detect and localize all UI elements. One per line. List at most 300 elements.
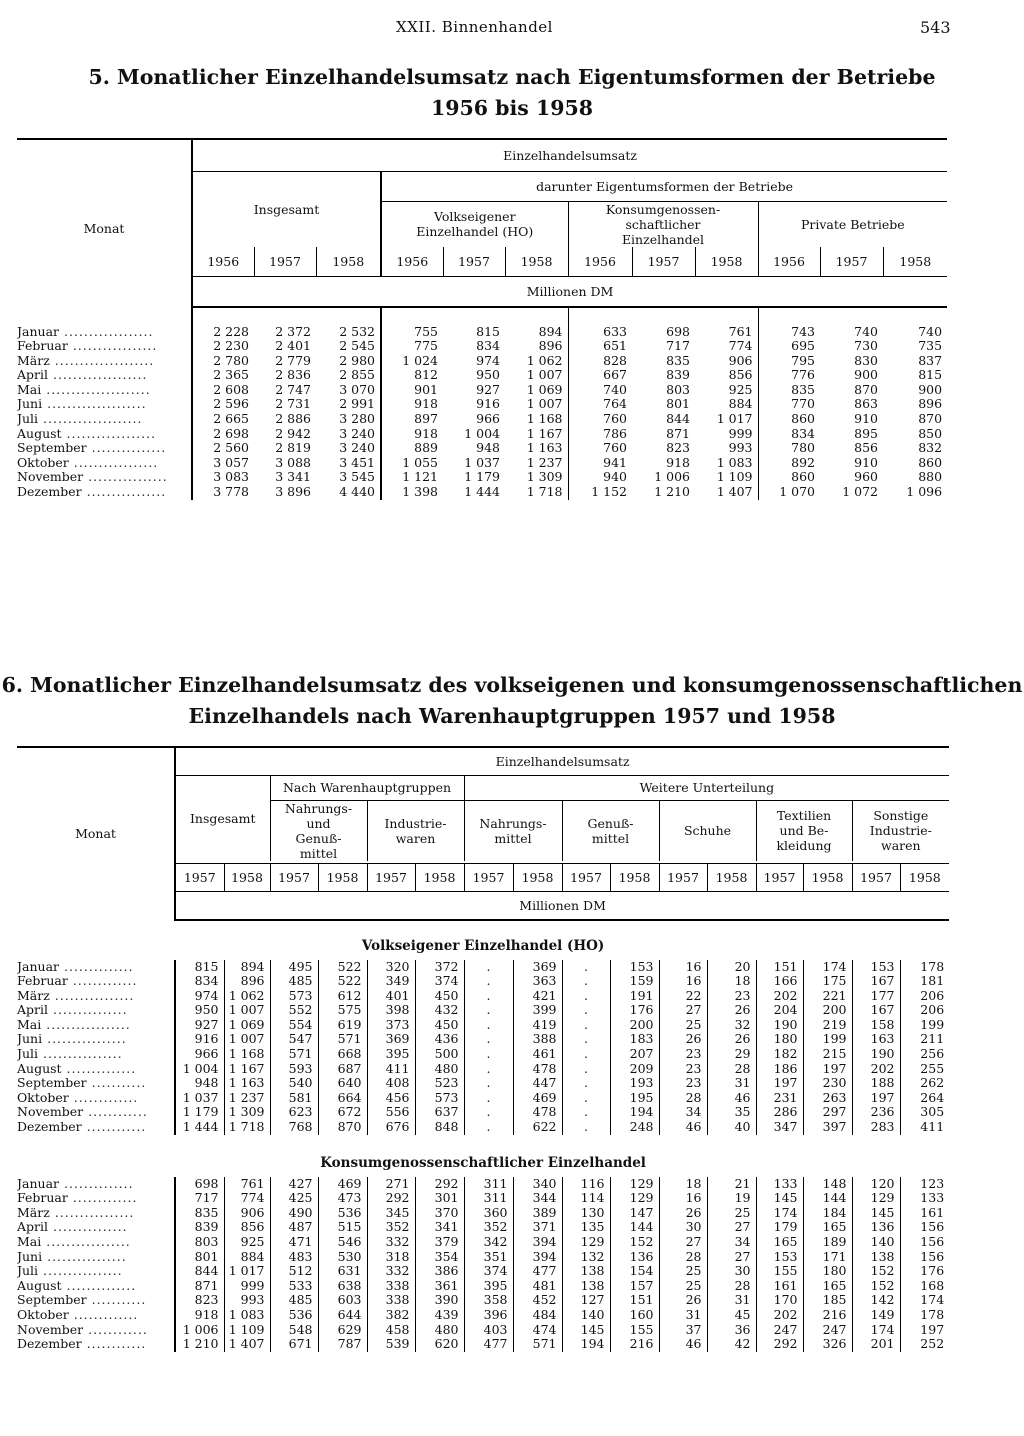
value-cell: 906 [224, 1206, 270, 1221]
value-cell: . [562, 1091, 610, 1106]
value-cell: 1 309 [526, 470, 563, 485]
value-cell: 144 [803, 1191, 852, 1206]
leader-dots: ............. [67, 1191, 138, 1206]
value-cell: 481 [513, 1279, 562, 1294]
value-cell: 735 [918, 339, 943, 354]
value-cell: 918 [666, 455, 690, 470]
value-cell: 2 980 [339, 353, 375, 368]
month-cell [17, 368, 192, 383]
value-cell: 1 007 [224, 1003, 270, 1018]
value-cell: 177 [852, 989, 900, 1004]
value-cell: 34 [707, 1235, 756, 1250]
value-cell: 1 083 [716, 455, 753, 470]
table-row [17, 1032, 949, 1047]
value-cell: 26 [659, 1293, 707, 1308]
value-cell: 948 [175, 1076, 224, 1091]
value-cell: 918 [381, 427, 443, 442]
table6-year-header: 1957 [659, 864, 707, 892]
value-cell: 200 [803, 1003, 852, 1018]
value-cell: 197 [900, 1323, 949, 1338]
value-cell: 1 069 [526, 382, 563, 397]
value-cell: . [464, 1018, 513, 1033]
value-cell: 42 [707, 1337, 756, 1352]
value-cell: 803 [666, 382, 690, 397]
value-cell: 183 [610, 1032, 659, 1047]
leader-dots: ............ [83, 1105, 148, 1120]
value-cell: 2 532 [339, 324, 375, 339]
value-cell: 26 [659, 1032, 707, 1047]
month-cell [17, 1047, 175, 1062]
running-header: XXII. Binnenhandel [396, 18, 553, 36]
value-cell: 456 [367, 1091, 415, 1106]
leader-dots: ............. [68, 1307, 139, 1322]
value-cell: 966 [476, 412, 500, 427]
value-cell: 133 [900, 1191, 949, 1206]
table-row [17, 1047, 949, 1062]
value-cell: 856 [728, 368, 753, 383]
month-cell [17, 485, 192, 500]
value-cell: . [464, 1062, 513, 1077]
value-cell: 830 [854, 353, 878, 368]
table5-darunter-header: darunter Eigentumsformen der Betriebe [381, 171, 947, 201]
value-cell: 31 [707, 1293, 756, 1308]
value-cell: 512 [270, 1264, 318, 1279]
value-cell: 138 [852, 1250, 900, 1265]
value-cell: 536 [318, 1206, 367, 1221]
value-cell: 860 [758, 470, 820, 485]
value-cell: 870 [318, 1120, 367, 1135]
table6-top-header: Einzelhandelsumsatz [175, 747, 949, 775]
section-ho-heading-row [17, 920, 949, 960]
value-cell: 247 [756, 1323, 803, 1338]
month-cell [17, 397, 192, 412]
table6-year-header: 1958 [610, 864, 659, 892]
value-cell: 215 [803, 1047, 852, 1062]
table-row [17, 1264, 949, 1279]
value-cell: 16 [659, 960, 707, 975]
value-cell: 1 398 [381, 485, 443, 500]
table-row [17, 989, 949, 1004]
value-cell: 153 [852, 960, 900, 975]
value-cell: 547 [270, 1032, 318, 1047]
value-cell: 485 [270, 1293, 318, 1308]
month-name: Januar [17, 1176, 59, 1191]
value-cell: 3 280 [339, 412, 375, 427]
value-cell: 450 [415, 1018, 464, 1033]
value-cell: 171 [803, 1250, 852, 1265]
value-cell: 676 [367, 1120, 415, 1135]
value-cell: 2 779 [275, 353, 311, 368]
value-cell: 397 [803, 1120, 852, 1135]
value-cell: . [464, 1076, 513, 1091]
value-cell: 760 [568, 441, 632, 456]
value-cell: 114 [562, 1191, 610, 1206]
value-cell: 23 [659, 1062, 707, 1077]
table-row [17, 974, 949, 989]
value-cell: 546 [318, 1235, 367, 1250]
value-cell: 870 [918, 412, 943, 427]
table-row [17, 1177, 949, 1192]
table5-konsum-header: Konsumgenossen-schaftlicher Einzelhandel [568, 201, 758, 247]
value-cell: 2 836 [275, 368, 311, 383]
table5-private-header: Private Betriebe [758, 201, 947, 247]
table-row [17, 1091, 949, 1106]
month-cell [17, 1220, 175, 1235]
value-cell: 3 341 [275, 470, 311, 485]
value-cell: 698 [175, 1177, 224, 1192]
month-name: Oktober [17, 1090, 69, 1105]
value-cell: 371 [513, 1220, 562, 1235]
value-cell: 1 109 [224, 1323, 270, 1338]
month-cell [17, 383, 192, 398]
value-cell: 3 240 [339, 426, 375, 441]
value-cell: 155 [610, 1323, 659, 1338]
value-cell: 25 [659, 1279, 707, 1294]
value-cell: 311 [464, 1191, 513, 1206]
value-cell: 795 [758, 354, 820, 369]
value-cell: 401 [367, 989, 415, 1004]
leader-dots: .................... [49, 353, 155, 368]
value-cell: 132 [562, 1250, 610, 1265]
value-cell: 373 [367, 1018, 415, 1033]
table-row [17, 368, 947, 383]
value-cell: 548 [270, 1323, 318, 1338]
section-ho-heading: Volkseigener Einzelhandel (HO) [361, 937, 605, 954]
table6-unit: Millionen DM [175, 892, 949, 920]
value-cell: 1 062 [224, 989, 270, 1004]
value-cell: 19 [707, 1191, 756, 1206]
value-cell: 129 [610, 1191, 659, 1206]
month-cell [17, 339, 192, 354]
value-cell: 619 [318, 1018, 367, 1033]
leader-dots: ................... [48, 368, 148, 383]
value-cell: 2 855 [339, 368, 375, 383]
value-cell: 1 007 [526, 397, 563, 412]
month-name: Oktober [17, 1307, 69, 1322]
month-name: April [17, 368, 48, 383]
value-cell: 925 [728, 382, 753, 397]
value-cell: 318 [367, 1250, 415, 1265]
value-cell: 835 [666, 353, 690, 368]
value-cell: 695 [758, 339, 820, 354]
value-cell: 175 [803, 974, 852, 989]
value-cell: 740 [918, 324, 943, 339]
value-cell: 950 [476, 368, 500, 383]
value-cell: . [562, 960, 610, 975]
value-cell: 209 [610, 1062, 659, 1077]
value-cell: 161 [756, 1279, 803, 1294]
table-row [17, 1018, 949, 1033]
value-cell: . [464, 974, 513, 989]
value-cell: 395 [367, 1047, 415, 1062]
value-cell: 1 017 [716, 412, 753, 427]
value-cell: 880 [918, 470, 943, 485]
month-name: Juni [17, 1032, 43, 1047]
value-cell: 180 [803, 1264, 852, 1279]
value-cell: 421 [513, 989, 562, 1004]
month-cell [17, 412, 192, 427]
value-cell: 2 596 [192, 397, 254, 412]
month-name: September [17, 1293, 87, 1308]
leader-dots: .................... [42, 397, 147, 412]
value-cell: . [464, 1091, 513, 1106]
value-cell: 204 [756, 1003, 803, 1018]
month-name: Januar [17, 959, 59, 974]
value-cell: 1 037 [175, 1091, 224, 1106]
value-cell: 761 [224, 1177, 270, 1192]
value-cell: 573 [270, 989, 318, 1004]
table5-year-header: 1957 [632, 247, 695, 277]
value-cell: 167 [852, 974, 900, 989]
value-cell: 775 [381, 339, 443, 354]
value-cell: 129 [852, 1191, 900, 1206]
value-cell: 27 [659, 1003, 707, 1018]
value-cell: 363 [513, 974, 562, 989]
leader-dots: ..................... [41, 382, 151, 397]
value-cell: 382 [367, 1308, 415, 1323]
value-cell: 161 [900, 1206, 949, 1221]
value-cell: 637 [415, 1105, 464, 1120]
value-cell: 823 [666, 441, 690, 456]
month-cell [17, 1323, 175, 1338]
table-row [17, 397, 947, 412]
table-row [17, 1235, 949, 1250]
value-cell: 1 006 [654, 470, 690, 485]
value-cell: 167 [852, 1003, 900, 1018]
table6-year-header: 1957 [367, 864, 415, 892]
value-cell: 848 [415, 1120, 464, 1135]
value-cell: 870 [854, 382, 878, 397]
value-cell: . [562, 1120, 610, 1135]
value-cell: 571 [513, 1337, 562, 1352]
value-cell: 188 [852, 1076, 900, 1091]
table5-year-header: 1958 [883, 247, 947, 277]
table-row [17, 1191, 949, 1206]
value-cell: 436 [415, 1032, 464, 1047]
value-cell: 351 [464, 1250, 513, 1265]
table5-year-header: 1957 [254, 247, 316, 277]
value-cell: 603 [318, 1293, 367, 1308]
month-name: September [17, 1076, 87, 1091]
value-cell: 960 [854, 470, 878, 485]
month-name: Mai [17, 1017, 42, 1032]
value-cell: 156 [900, 1235, 949, 1250]
value-cell: 894 [224, 960, 270, 975]
value-cell: 165 [803, 1279, 852, 1294]
value-cell: 485 [270, 974, 318, 989]
value-cell: 186 [756, 1062, 803, 1077]
value-cell: 2 747 [275, 382, 311, 397]
value-cell: . [562, 989, 610, 1004]
value-cell: 1 004 [464, 426, 500, 441]
value-cell: 352 [367, 1220, 415, 1235]
value-cell: 1 152 [568, 485, 632, 500]
value-cell: 500 [415, 1047, 464, 1062]
table5-year-header: 1958 [505, 247, 568, 277]
value-cell: 176 [900, 1264, 949, 1279]
value-cell: 45 [707, 1308, 756, 1323]
table6-year-header: 1958 [803, 864, 852, 892]
value-cell: 993 [224, 1293, 270, 1308]
value-cell: 3 451 [339, 455, 375, 470]
value-cell: 23 [707, 989, 756, 1004]
table-row [17, 1293, 949, 1308]
value-cell: 3 057 [192, 456, 254, 471]
value-cell: 207 [610, 1047, 659, 1062]
value-cell: 1 072 [842, 485, 878, 500]
table-row [17, 383, 947, 398]
value-cell: 202 [756, 1308, 803, 1323]
value-cell: 153 [756, 1250, 803, 1265]
month-cell [17, 974, 175, 989]
table5-total-header: Insgesamt [192, 171, 381, 247]
value-cell: 292 [756, 1337, 803, 1352]
leader-dots: ............... [86, 441, 167, 456]
month-cell [17, 1105, 175, 1120]
value-cell: 612 [318, 989, 367, 1004]
value-cell: 974 [175, 989, 224, 1004]
value-cell: 1 179 [175, 1105, 224, 1120]
table6-industriewaren-header: Industrie- waren [367, 800, 464, 861]
table-row [17, 1308, 949, 1323]
table6-genussmittel-header: Genuß- mittel [562, 800, 659, 861]
value-cell: 194 [610, 1105, 659, 1120]
value-cell: 152 [610, 1235, 659, 1250]
value-cell: 271 [367, 1177, 415, 1192]
value-cell: 390 [415, 1293, 464, 1308]
value-cell: 4 440 [339, 485, 375, 500]
month-name: April [17, 1220, 48, 1235]
value-cell: 540 [270, 1076, 318, 1091]
value-cell: 850 [918, 426, 943, 441]
table-row [17, 427, 947, 442]
value-cell: 1 163 [526, 441, 563, 456]
table-row [17, 1105, 949, 1120]
value-cell: 165 [803, 1220, 852, 1235]
month-cell [17, 1062, 175, 1077]
month-name: Mai [17, 382, 42, 397]
value-cell: 480 [415, 1323, 464, 1338]
value-cell: 153 [610, 960, 659, 975]
value-cell: 142 [852, 1293, 900, 1308]
table6-year-header: 1957 [464, 864, 513, 892]
table-row [17, 1076, 949, 1091]
value-cell: . [562, 1105, 610, 1120]
value-cell: 844 [666, 412, 690, 427]
value-cell: 398 [367, 1003, 415, 1018]
value-cell: 1 006 [175, 1323, 224, 1338]
leader-dots: ........... [86, 1076, 147, 1091]
value-cell: 332 [367, 1264, 415, 1279]
value-cell: 941 [568, 456, 632, 471]
value-cell: 1 210 [654, 485, 690, 500]
value-cell: 2 991 [339, 397, 375, 412]
value-cell: 292 [367, 1191, 415, 1206]
value-cell: 202 [852, 1062, 900, 1077]
value-cell: 940 [568, 470, 632, 485]
value-cell: 247 [803, 1323, 852, 1338]
value-cell: 18 [659, 1177, 707, 1192]
value-cell: 37 [659, 1323, 707, 1338]
value-cell: 839 [666, 368, 690, 383]
value-cell: 2 731 [275, 397, 311, 412]
value-cell: 403 [464, 1323, 513, 1338]
leader-dots: ............. [67, 974, 138, 989]
value-cell: 1 718 [224, 1120, 270, 1135]
value-cell: 36 [707, 1323, 756, 1338]
value-cell: 1 444 [464, 485, 500, 500]
value-cell: 554 [270, 1018, 318, 1033]
month-name: März [17, 1205, 50, 1220]
value-cell: 283 [852, 1120, 900, 1135]
value-cell: 34 [659, 1105, 707, 1120]
value-cell: 2 698 [192, 427, 254, 442]
value-cell: 593 [270, 1062, 318, 1077]
value-cell: 3 088 [275, 455, 311, 470]
value-cell: 2 780 [192, 354, 254, 369]
value-cell: 145 [852, 1206, 900, 1221]
value-cell: 495 [270, 960, 318, 975]
value-cell: 27 [659, 1235, 707, 1250]
value-cell: 176 [610, 1003, 659, 1018]
month-name: Oktober [17, 455, 69, 470]
value-cell: 2 545 [339, 339, 375, 354]
leader-dots: ................ [83, 470, 168, 485]
value-cell: 774 [224, 1191, 270, 1206]
value-cell: 2 228 [192, 325, 254, 340]
value-cell: 770 [758, 397, 820, 412]
value-cell: 248 [610, 1120, 659, 1135]
table5-ho-header: Volkseigener Einzelhandel (HO) [381, 201, 568, 247]
value-cell: 717 [666, 339, 690, 354]
value-cell: 730 [854, 339, 878, 354]
value-cell: 174 [852, 1323, 900, 1338]
leader-dots: ................. [41, 1017, 131, 1032]
value-cell: 828 [568, 354, 632, 369]
value-cell: 202 [756, 989, 803, 1004]
value-cell: 2 401 [275, 339, 311, 354]
leader-dots: ................ [49, 1205, 135, 1220]
value-cell: 439 [415, 1308, 464, 1323]
value-cell: 286 [756, 1105, 803, 1120]
table-row [17, 339, 947, 354]
value-cell: . [562, 1003, 610, 1018]
value-cell: 803 [175, 1235, 224, 1250]
value-cell: 26 [659, 1206, 707, 1221]
value-cell: 925 [224, 1235, 270, 1250]
table6-year-header: 1958 [224, 864, 270, 892]
value-cell: 916 [476, 397, 500, 412]
value-cell: 236 [852, 1105, 900, 1120]
table-row [17, 960, 949, 975]
value-cell: 427 [270, 1177, 318, 1192]
value-cell: 347 [756, 1120, 803, 1135]
value-cell: 1 062 [526, 353, 563, 368]
month-name: August [17, 1278, 62, 1293]
value-cell: 408 [367, 1076, 415, 1091]
table5-year-header: 1956 [758, 247, 820, 277]
value-cell: 256 [900, 1047, 949, 1062]
value-cell: 1 718 [526, 485, 563, 500]
leader-dots: .............. [59, 1176, 134, 1191]
value-cell: 170 [756, 1293, 803, 1308]
value-cell: 27 [707, 1250, 756, 1265]
value-cell: 354 [415, 1250, 464, 1265]
value-cell: 372 [415, 960, 464, 975]
value-cell: 651 [568, 339, 632, 354]
value-cell: 129 [610, 1177, 659, 1192]
value-cell: 755 [381, 325, 443, 340]
